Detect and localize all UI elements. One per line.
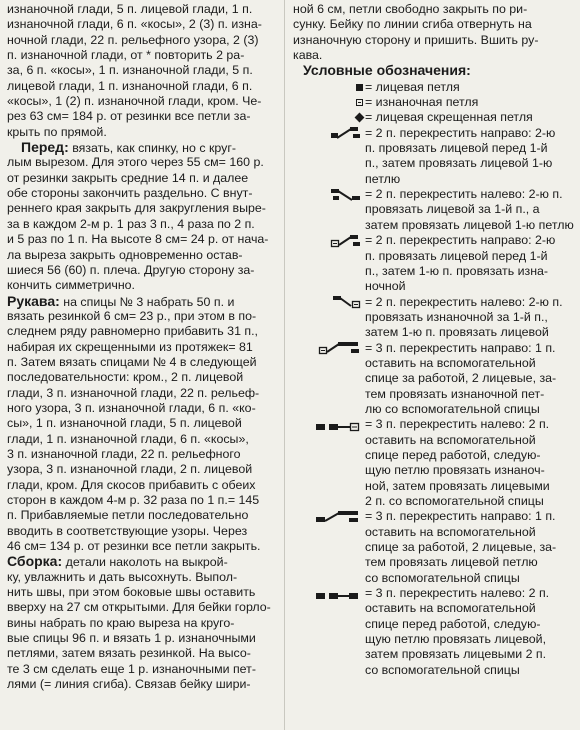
text-line: сторон в каждом 4-м р. 32 раза по 1 п.= 145 [7,493,260,507]
legend-line: оставить на вспомогательной [365,355,536,370]
legend-line: = лицевая скрещенная петля [365,110,533,125]
legend-line: лю со вспомогательной спицы [365,401,540,416]
text-line: вверху на 27 см открытыми. Для бейки горло- [7,600,271,615]
text-line: ку, увлажнить и дать высохнуть. Выпол- [7,569,238,584]
legend-line: оставить на вспомогательной [365,524,536,539]
text-line: изнаночную сторону и пришить. Вшить ру- [293,32,539,47]
legend-line: оставить на вспомогательной [365,601,536,616]
column-divider [284,0,285,730]
legend-line: тем провязать изнаночной пет- [365,386,545,401]
text-line: п. Прибавляемые петли последовательно [7,508,249,523]
legend-item [293,126,575,187]
legend-item [293,187,575,233]
legend-line: = лицевая петля [365,79,460,94]
text-line: лями (= линия сгиба). Связав бейку шири- [7,677,251,692]
legend-line: п., затем 1-ю п. провязать изна- [365,263,549,278]
text-line: вязать резинкой 6 см= 23 р., при этом в по- [7,308,257,323]
cross-right-3-purl-icon [293,341,365,356]
text-line: изнаночной глади, 5 п. лицевой глади, 1 п. [7,2,253,16]
text-line: от резинки закрыть средние 14 п. и далее [7,170,249,185]
text-line: лым вырезом. Для этого через 55 см= 160 р. [7,155,264,170]
cross-right-2-icon [293,126,365,141]
legend-line: = 2 п. перекрестить налево: 2-ю п. [365,294,563,309]
legend-line: провязать лицевой за 1-й п., а [365,202,540,217]
text-line: ной 6 см, петли свободно закрыть по ри- [293,2,528,16]
text-line: крыть по прямой. [7,124,107,139]
legend-line: затем провязать лицевыми 2 п. [365,647,547,662]
right-column [293,2,575,678]
text-line: набирая их скрещенными из протяжек= 81 [7,339,253,354]
text-line: п. Затем вязать спицами № 4 в следующей [7,354,257,369]
front-section [7,140,279,293]
legend-line: = 3 п. перекрестить налево: 2 п. [365,586,550,601]
text-line: 3 п. изнаночной глади, 22 п. рельефного [7,446,241,461]
text-line: глади, 1 п. изнаночной глади, 6 п. «косы», [7,431,249,446]
sleeves-first-line: на спицы № 3 набрать 50 п. и [59,294,235,309]
cross-right-3-icon [293,509,365,524]
text-line: вводить в соответствующие узоры. Через [7,523,248,538]
legend-line: затем провязать лицевой 1-ю петлю [365,217,574,232]
legend-item [293,586,575,678]
purl-stitch-icon [293,95,365,110]
legend-item [293,295,575,341]
legend-line: со вспомогательной спицы [365,662,520,677]
text-line: кава. [293,48,323,63]
legend-line: щую петлю провязать изнаноч- [365,463,545,478]
text-line: вины набрать по краю выреза на круго- [7,615,235,630]
text-line: изнаночной глади, 6 п. «косы», 2 (3) п. изна- [7,17,262,32]
legend-line: = 2 п. перекрестить направо: 2-ю [365,125,556,140]
twisted-knit-stitch-icon [293,110,365,125]
text-line: ного узора, 3 п. изнаночной глади, 6 п. «ко- [7,400,256,415]
text-line: реннего края закрыть для закругления выре- [7,201,266,216]
legend-line: 2 п. со вспомогательной спицы [365,494,544,508]
legend-line: п. провязать лицевой перед 1-й [365,248,548,263]
text-line: глади, кром. Для скосов прибавить с обеих [7,477,256,492]
text-line: и 5 раз по 1 п. На высоте 8 см= 24 р. от нача- [7,232,269,247]
text-line: ла выреза закрыть одновременно остав- [7,247,243,262]
legend-line: спице за работой, 2 лицевые, за- [365,540,557,555]
legend-line: петлю [365,171,401,186]
text-line [7,294,279,309]
text-line: последовательности: кром., 2 п. лицевой [7,370,244,385]
text-line [7,140,279,155]
legend-line: щую петлю провязать лицевой, [365,632,547,647]
legend-title: Условные обозначения: [303,62,471,79]
legend-line: оставить на вспомогательной [365,432,536,447]
front-first-line: вязать, как спинку, но с круг- [68,141,237,156]
cross-right-2-purl-icon [293,233,365,248]
text-line: за в каждом 2-м р. 1 раз 3 п., 4 раза по 2 п. [7,216,255,231]
legend-line: провязать изнаночной за 1-й п., [365,309,548,324]
cross-left-3-purl-icon [293,417,365,432]
legend-item [293,233,575,294]
text-line: кончить симметрично. [7,278,135,293]
text-line: глади, 3 п. изнаночной глади, 22 п. рельеф- [7,385,260,400]
text-line: те 3 см сделать еще 1 р. изнаночными пет- [7,661,256,676]
legend-line: = 3 п. перекрестить направо: 1 п. [365,509,556,524]
text-line: сы», 1 п. изнаночной глади, 5 п. лицевой [7,416,242,431]
legend-line: п., затем провязать лицевой 1-ю [365,156,553,171]
sleeves-section [7,294,279,555]
legend-line: спице за работой, 2 лицевые, за- [365,371,557,386]
front-heading: Перед: [21,139,69,156]
back-text-end [7,2,279,140]
text-line: шиеся 56 (60) п. плеча. Другую сторону за- [7,262,255,277]
text-line: нить швы, при этом боковые швы оставить [7,585,256,600]
legend-line: тем провязать лицевой петлю [365,555,538,570]
text-line: сунку. Бейку по линии сгиба отвернуть на [293,17,532,32]
text-line [7,554,279,569]
text-line: за, 6 п. «косы», 1 п. изнаночной глади, 5 п. [7,63,253,78]
legend-line: = изнаночная петля [365,95,479,110]
legend-line: = 2 п. перекрестить налево: 2-ю п. [365,187,563,202]
text-line: рез 63 см= 184 р. от резинки все петли за- [7,109,251,124]
legend-item [293,95,575,110]
legend-line: ной, затем провязать лицевыми [365,478,550,493]
text-line: обе стороны закончить раздельно. С внут- [7,186,253,201]
legend-item [293,509,575,586]
legend-line: = 3 п. перекрестить направо: 1 п. [365,340,556,355]
cross-left-3-icon [293,586,365,601]
legend-line: спице перед работой, следую- [365,447,541,462]
text-line: следнем ряду равномерно прибавить 31 п., [7,324,258,339]
text-line: лицевой глади, 1 п. изнаночной глади, 6 п. [7,78,253,93]
legend-line: затем 1-ю п. провязать лицевой [365,325,549,340]
sleeves-heading: Рукава: [7,292,60,309]
text-line: ночной глади, 22 п. рельефного узора, 2 (3) [7,32,259,47]
text-line: вые спицы 96 п. и вязать 1 р. изнаночными [7,631,256,646]
text-line: узора, 3 п. изнаночной глади, 2 п. лицевой [7,462,253,477]
assembly-first-line: детали наколоть на выкрой- [62,555,228,570]
legend-item [293,417,575,509]
text-line: «косы», 1 (2) п. изнаночной глади, кром. Че- [7,94,262,109]
legend-line: спице перед работой, следую- [365,616,541,631]
legend-line: = 2 п. перекрестить направо: 2-ю [365,233,556,248]
text-line: 46 см= 134 р. от резинки все петли закрыть. [7,539,261,554]
legend [293,80,575,678]
legend-line: п. провязать лицевой перед 1-й [365,141,548,156]
knit-stitch-icon [293,80,365,95]
assembly-section [7,554,279,692]
legend-item [293,341,575,418]
assembly-heading: Сборка: [7,553,63,570]
left-column [7,2,279,692]
cross-left-2-purl-icon [293,295,365,310]
cross-left-2-icon [293,187,365,202]
assembly-continued [293,2,575,63]
legend-line: со вспомогательной спицы [365,570,520,585]
legend-item [293,80,575,95]
text-line: петлями, затем вязать резинкой. На высо- [7,646,251,661]
legend-line: ночной [365,279,406,294]
legend-item [293,110,575,125]
legend-line: = 3 п. перекрестить налево: 2 п. [365,417,550,432]
text-line: п. изнаночной глади, от * повторить 2 ра- [7,48,245,63]
